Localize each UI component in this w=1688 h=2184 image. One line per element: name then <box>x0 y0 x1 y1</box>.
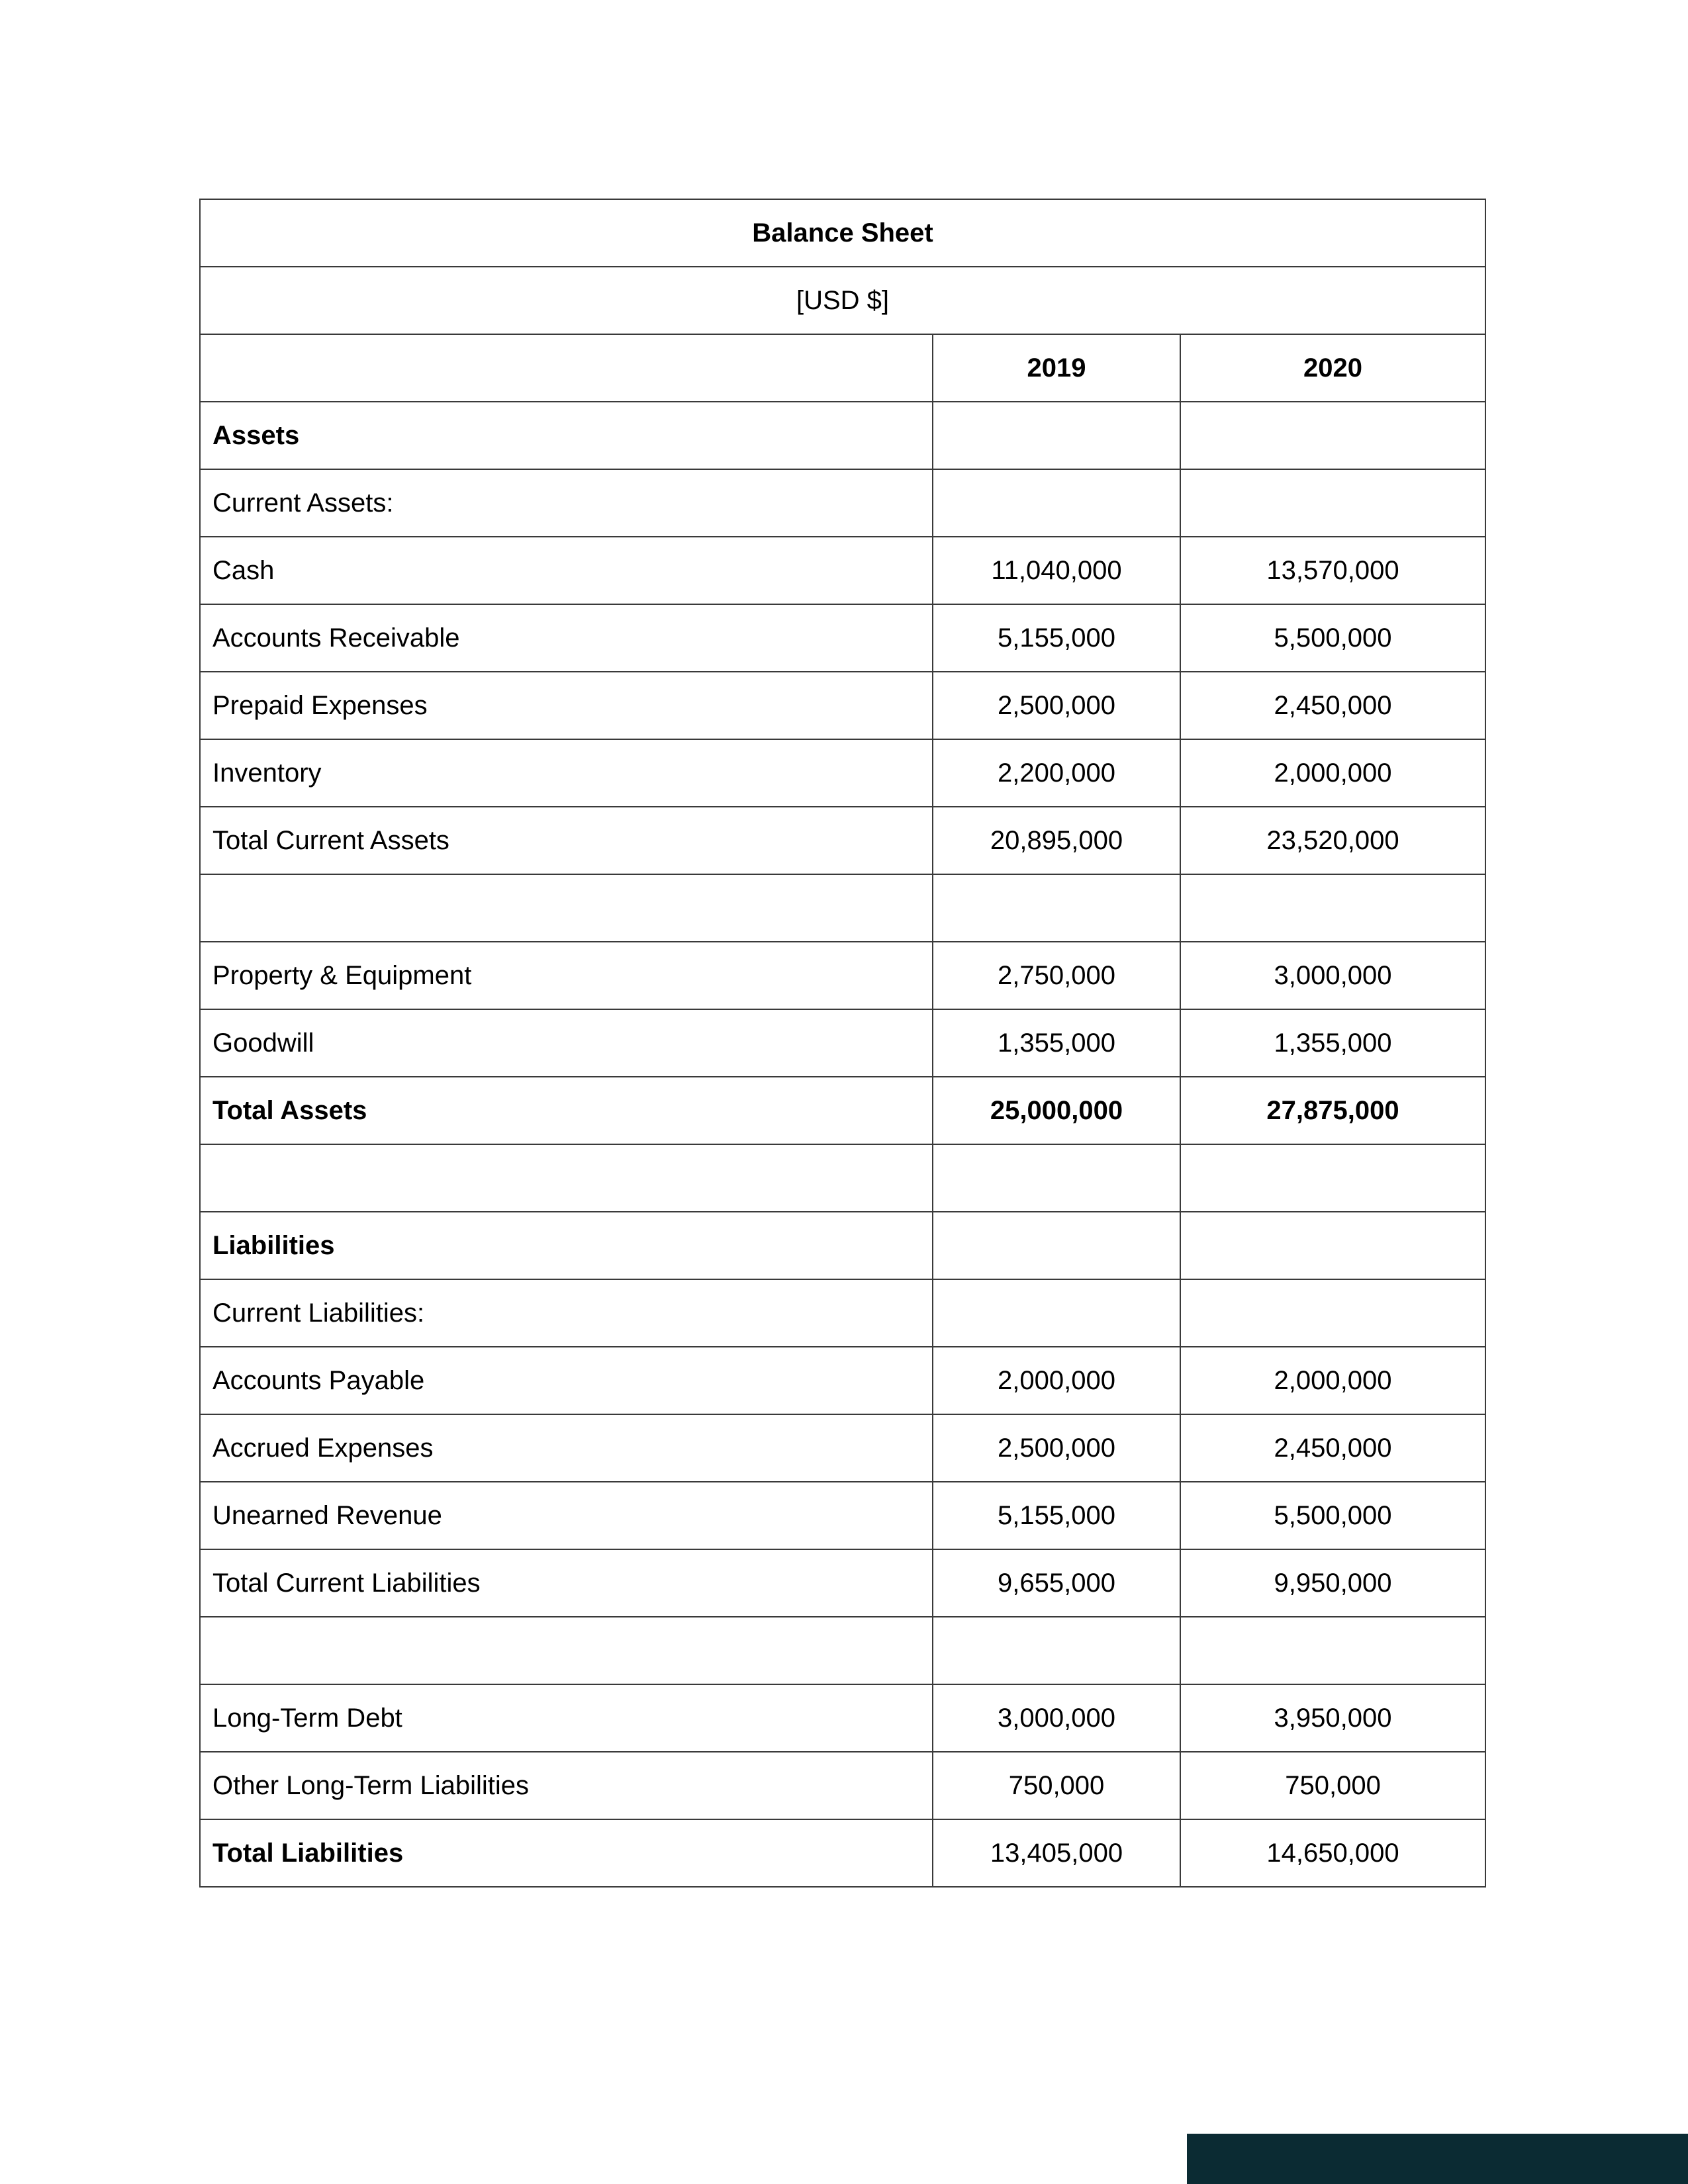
row-label: Total Assets <box>200 1077 933 1144</box>
row-value-2019: 20,895,000 <box>933 807 1180 874</box>
row-value-2019: 2,750,000 <box>933 942 1180 1009</box>
row-value-2020 <box>1180 1212 1485 1279</box>
table-row-unearned-revenue <box>200 1482 1485 1549</box>
year-header-2020: 2020 <box>1180 334 1485 402</box>
row-value-2019: 2,500,000 <box>933 1414 1180 1482</box>
row-value-2019: 5,155,000 <box>933 604 1180 672</box>
row-value-2020 <box>1180 469 1485 537</box>
row-value-2019 <box>933 1212 1180 1279</box>
row-value-2020: 2,450,000 <box>1180 672 1485 739</box>
row-label: Accrued Expenses <box>200 1414 933 1482</box>
table-row-spacer <box>200 1144 1485 1212</box>
row-label: Other Long-Term Liabilities <box>200 1752 933 1819</box>
footer-accent-block <box>1187 2134 1688 2184</box>
table-row-total-current-assets <box>200 807 1485 874</box>
row-value-2019: 25,000,000 <box>933 1077 1180 1144</box>
title-row <box>200 199 1485 267</box>
row-value-2020: 2,000,000 <box>1180 1347 1485 1414</box>
row-value-2019 <box>933 874 1180 942</box>
row-label: Goodwill <box>200 1009 933 1077</box>
table-row-total-current-liabilities <box>200 1549 1485 1617</box>
row-label: Accounts Payable <box>200 1347 933 1414</box>
row-value-2020: 13,570,000 <box>1180 537 1485 604</box>
table-row-goodwill <box>200 1009 1485 1077</box>
row-value-2020: 9,950,000 <box>1180 1549 1485 1617</box>
row-value-2019 <box>933 1144 1180 1212</box>
currency-label: [USD $] <box>200 267 1485 334</box>
year-header-2019: 2019 <box>933 334 1180 402</box>
year-header-row <box>200 334 1485 402</box>
row-value-2020 <box>1180 1279 1485 1347</box>
row-label: Inventory <box>200 739 933 807</box>
table-row-prepaid-expenses <box>200 672 1485 739</box>
currency-row <box>200 267 1485 334</box>
balance-sheet-table <box>199 199 1486 1888</box>
table-row-cash <box>200 537 1485 604</box>
row-value-2020 <box>1180 1144 1485 1212</box>
sheet-title: Balance Sheet <box>200 199 1485 267</box>
row-value-2020: 3,000,000 <box>1180 942 1485 1009</box>
row-value-2019: 1,355,000 <box>933 1009 1180 1077</box>
row-label: Property & Equipment <box>200 942 933 1009</box>
row-label: Long-Term Debt <box>200 1684 933 1752</box>
table-row-property-equipment <box>200 942 1485 1009</box>
row-label <box>200 874 933 942</box>
row-label <box>200 1144 933 1212</box>
row-value-2019 <box>933 402 1180 469</box>
balance-sheet-body <box>200 199 1485 1887</box>
row-value-2019 <box>933 469 1180 537</box>
row-value-2020 <box>1180 402 1485 469</box>
row-label: Total Liabilities <box>200 1819 933 1887</box>
row-label: Current Liabilities: <box>200 1279 933 1347</box>
row-value-2019: 2,200,000 <box>933 739 1180 807</box>
row-value-2019 <box>933 1279 1180 1347</box>
row-value-2019: 5,155,000 <box>933 1482 1180 1549</box>
row-value-2020 <box>1180 1617 1485 1684</box>
row-label: Liabilities <box>200 1212 933 1279</box>
row-value-2019: 13,405,000 <box>933 1819 1180 1887</box>
row-label: Prepaid Expenses <box>200 672 933 739</box>
row-value-2019 <box>933 1617 1180 1684</box>
row-value-2020: 5,500,000 <box>1180 604 1485 672</box>
row-value-2019: 2,000,000 <box>933 1347 1180 1414</box>
row-label: Total Current Assets <box>200 807 933 874</box>
year-header-blank <box>200 334 933 402</box>
table-row-current-liabilities <box>200 1279 1485 1347</box>
row-value-2020: 2,450,000 <box>1180 1414 1485 1482</box>
table-row-liabilities <box>200 1212 1485 1279</box>
table-row-spacer <box>200 874 1485 942</box>
table-row-long-term-debt <box>200 1684 1485 1752</box>
table-row-accounts-payable <box>200 1347 1485 1414</box>
table-row-accrued-expenses <box>200 1414 1485 1482</box>
row-label: Cash <box>200 537 933 604</box>
row-value-2020: 750,000 <box>1180 1752 1485 1819</box>
row-value-2020: 14,650,000 <box>1180 1819 1485 1887</box>
row-label: Current Assets: <box>200 469 933 537</box>
table-row-total-liabilities <box>200 1819 1485 1887</box>
row-value-2019: 3,000,000 <box>933 1684 1180 1752</box>
row-value-2020: 23,520,000 <box>1180 807 1485 874</box>
row-label: Accounts Receivable <box>200 604 933 672</box>
row-value-2020: 5,500,000 <box>1180 1482 1485 1549</box>
row-value-2020 <box>1180 874 1485 942</box>
table-row-other-long-term-liabilities <box>200 1752 1485 1819</box>
table-row-current-assets <box>200 469 1485 537</box>
row-label: Total Current Liabilities <box>200 1549 933 1617</box>
row-value-2019: 2,500,000 <box>933 672 1180 739</box>
row-value-2020: 2,000,000 <box>1180 739 1485 807</box>
row-value-2019: 750,000 <box>933 1752 1180 1819</box>
row-value-2020: 1,355,000 <box>1180 1009 1485 1077</box>
table-row-total-assets <box>200 1077 1485 1144</box>
row-value-2019: 11,040,000 <box>933 537 1180 604</box>
table-row-spacer <box>200 1617 1485 1684</box>
row-value-2019: 9,655,000 <box>933 1549 1180 1617</box>
table-row-accounts-receivable <box>200 604 1485 672</box>
table-row-assets <box>200 402 1485 469</box>
table-row-inventory <box>200 739 1485 807</box>
row-value-2020: 3,950,000 <box>1180 1684 1485 1752</box>
row-label: Assets <box>200 402 933 469</box>
row-label: Unearned Revenue <box>200 1482 933 1549</box>
row-label <box>200 1617 933 1684</box>
row-value-2020: 27,875,000 <box>1180 1077 1485 1144</box>
